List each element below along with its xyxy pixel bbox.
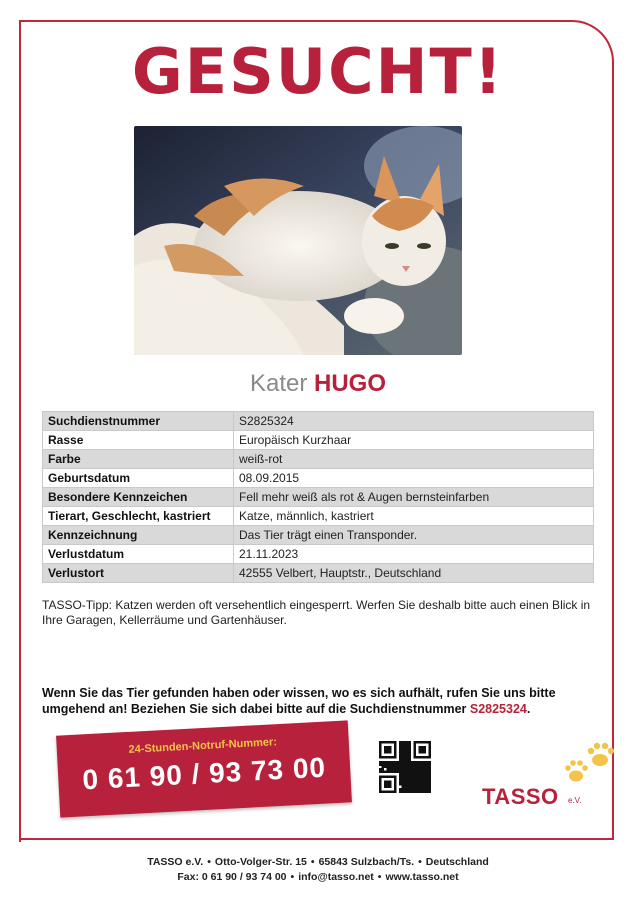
footer-item: www.tasso.net bbox=[385, 871, 459, 883]
detail-key: Verlustort bbox=[43, 564, 234, 583]
details-table bbox=[42, 411, 594, 583]
footer-item: Otto-Volger-Str. 15 bbox=[214, 856, 307, 868]
footer-item: info@tasso.net bbox=[298, 871, 374, 883]
table-row bbox=[43, 431, 594, 450]
footer bbox=[0, 855, 636, 885]
table-row bbox=[43, 488, 594, 507]
tasso-tip: TASSO-Tipp: Katzen werden oft versehentlich eingesperrt. Werfen Sie deshalb bitte auch einen Blick in Ihre Garagen, Kellerräume und Gartenhäuser. bbox=[42, 598, 591, 627]
cta-number: S2825324 bbox=[469, 702, 527, 716]
hotline-phone[interactable]: 0 61 90 / 93 73 00 bbox=[81, 751, 327, 796]
page-title: GESUCHT! bbox=[131, 35, 505, 108]
footer-item: 65843 Sulzbach/Ts. bbox=[318, 856, 415, 868]
detail-key: Tierart, Geschlecht, kastriert bbox=[43, 507, 234, 526]
animal-name bbox=[0, 370, 636, 398]
qr-code[interactable] bbox=[379, 741, 431, 793]
hotline-badge bbox=[56, 720, 352, 817]
animal-kind: Kater bbox=[249, 370, 308, 397]
table-row bbox=[43, 450, 594, 469]
paw-icon bbox=[562, 738, 622, 788]
footer-separator: • bbox=[207, 856, 211, 868]
detail-value: Fell mehr weiß als rot & Augen bernsteinfarben bbox=[234, 488, 594, 507]
call-to-action bbox=[42, 685, 602, 717]
footer-item: Fax: 0 61 90 / 93 74 00 bbox=[177, 871, 287, 883]
detail-value: 08.09.2015 bbox=[234, 469, 594, 488]
table-row bbox=[43, 545, 594, 564]
detail-value: Das Tier trägt einen Transponder. bbox=[234, 526, 594, 545]
footer-separator: • bbox=[418, 856, 422, 868]
logo-suffix: e.V. bbox=[568, 796, 582, 805]
detail-key: Kennzeichnung bbox=[43, 526, 234, 545]
logo-text: TASSO bbox=[482, 784, 559, 809]
table-row bbox=[43, 469, 594, 488]
detail-key: Farbe bbox=[43, 450, 234, 469]
detail-key: Verlustdatum bbox=[43, 545, 234, 564]
detail-key: Suchdienstnummer bbox=[43, 412, 234, 431]
cta-end: . bbox=[526, 702, 531, 716]
table-row bbox=[43, 507, 594, 526]
footer-address bbox=[0, 855, 636, 870]
detail-value: weiß-rot bbox=[234, 450, 594, 469]
animal-name-bold: HUGO bbox=[314, 370, 387, 397]
detail-value: 42555 Velbert, Hauptstr., Deutschland bbox=[234, 564, 594, 583]
cat-photo bbox=[134, 126, 462, 355]
detail-key: Besondere Kennzeichen bbox=[43, 488, 234, 507]
table-row bbox=[43, 564, 594, 583]
cta-text: Wenn Sie das Tier gefunden haben oder wissen, wo es sich aufhält, rufen Sie uns bitte umgehend an! Beziehen Sie sich dabei bitte auf die Suchdienstnummer bbox=[42, 686, 556, 716]
table-row bbox=[43, 412, 594, 431]
footer-contact bbox=[0, 870, 636, 885]
detail-value: Katze, männlich, kastriert bbox=[234, 507, 594, 526]
detail-value: S2825324 bbox=[234, 412, 594, 431]
frame-left-border bbox=[19, 20, 21, 842]
detail-key: Rasse bbox=[43, 431, 234, 450]
footer-separator: • bbox=[377, 871, 382, 883]
footer-separator: • bbox=[310, 856, 315, 868]
detail-value: 21.11.2023 bbox=[234, 545, 594, 564]
table-row bbox=[43, 526, 594, 545]
tasso-logo bbox=[482, 738, 612, 810]
detail-key: Geburtsdatum bbox=[43, 469, 234, 488]
footer-item: TASSO e.V. bbox=[147, 856, 204, 868]
footer-separator: • bbox=[290, 871, 295, 883]
hotline-label: 24-Stunden-Notruf-Nummer: bbox=[128, 736, 278, 756]
footer-item: Deutschland bbox=[425, 856, 489, 868]
detail-value: Europäisch Kurzhaar bbox=[234, 431, 594, 450]
